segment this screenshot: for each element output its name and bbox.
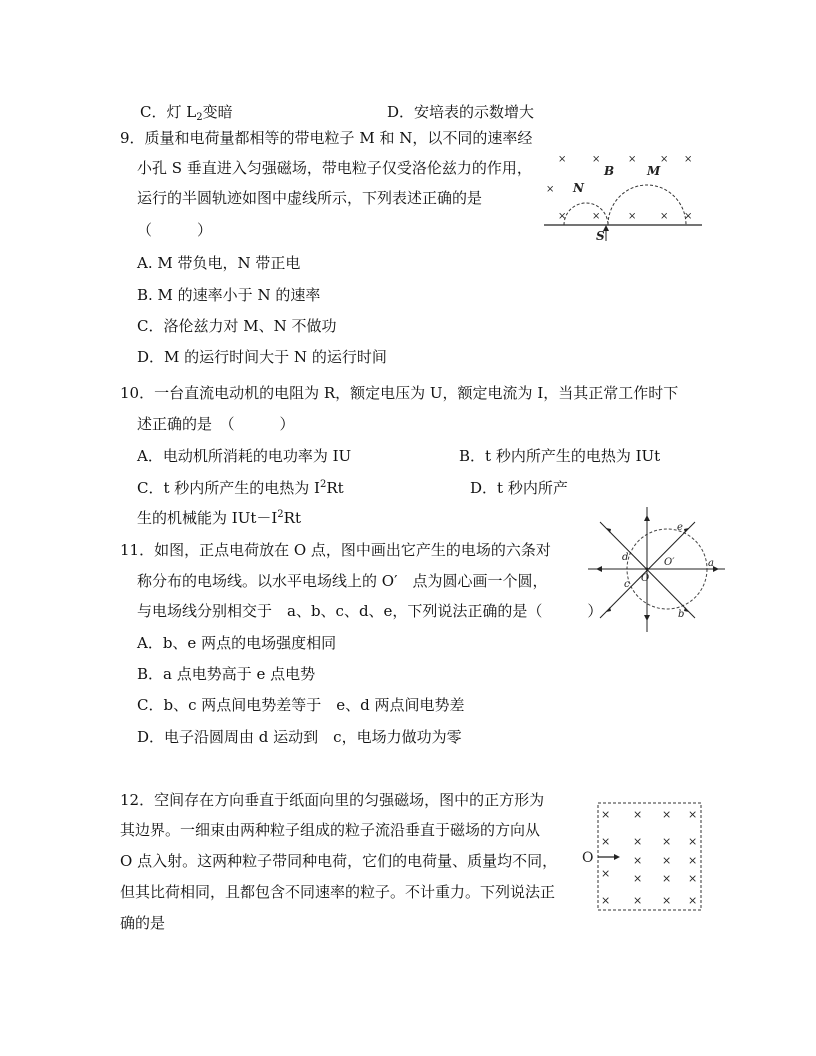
q10-option-c-post: Rt: [326, 479, 344, 497]
q8-option-c-pre: C．灯 L: [140, 103, 197, 121]
q9-label-N: N: [573, 181, 584, 195]
q12-cross: ×: [601, 867, 611, 880]
q11-option-d: D．电子沿圆周由 d 运动到 c，电场力做功为零: [137, 728, 462, 746]
q9-cross: ×: [684, 154, 693, 165]
q10-line-2: 述正确的是 （ ）: [137, 415, 295, 433]
q12-cross: ×: [633, 808, 643, 821]
q10-line-last-post: Rt: [283, 509, 301, 527]
q9-line-1: 9．质量和电荷量都相等的带电粒子 M 和 N，以不同的速率经: [120, 129, 533, 147]
q9-option-d: D．M 的运行时间大于 N 的运行时间: [137, 348, 387, 366]
q11-figure: [588, 505, 728, 635]
q9-cross: ×: [684, 211, 693, 222]
q9-cross: ×: [660, 211, 669, 222]
q12-cross: ×: [633, 872, 643, 885]
q9-cross: ×: [558, 154, 567, 165]
q12-cross: ×: [688, 835, 698, 848]
q11-arrow-left: [596, 566, 602, 572]
q11-label-a: a: [708, 558, 714, 569]
q9-trajectory-M: [608, 185, 686, 225]
q11-label-c: c: [624, 579, 630, 590]
q10-option-c-pre: C．t 秒内所产生的电热为 I: [137, 479, 320, 497]
q11-option-c: C．b、c 两点间电势差等于 e、d 两点间电势差: [137, 696, 465, 714]
q12-cross: ×: [601, 808, 611, 821]
q10-option-c: [137, 478, 344, 498]
q12-cross: ×: [633, 894, 643, 907]
q8-option-c-sub: 2: [196, 112, 203, 123]
q12-cross: ×: [662, 872, 672, 885]
q12-cross: ×: [601, 894, 611, 907]
q12-entry-arrowhead: [614, 854, 620, 860]
q12-cross: ×: [662, 835, 672, 848]
q9-line-2: 小孔 S 垂直进入匀强磁场，带电粒子仅受洛伦兹力的作用，: [137, 159, 532, 177]
q9-option-a: A. M 带负电，N 带正电: [137, 254, 301, 272]
q12-cross: ×: [633, 854, 643, 867]
q9-cross: ×: [558, 211, 567, 222]
q8-option-c: [140, 102, 233, 122]
q9-label-M: M: [647, 164, 661, 178]
q9-cross: ×: [546, 184, 555, 195]
q9-cross: ×: [628, 154, 637, 165]
q12-cross: ×: [688, 854, 698, 867]
q11-line-1: 11．如图，正点电荷放在 O 点，图中画出它产生的电场的六条对: [120, 541, 551, 559]
q10-option-d: D．t 秒内所产: [470, 479, 568, 497]
q9-line-4: （ ）: [137, 221, 213, 239]
q11-label-Oprime: O′: [664, 557, 675, 568]
q11-label-b: b: [678, 609, 685, 620]
q9-label-B: B: [604, 164, 615, 178]
q12-cross: ×: [662, 808, 672, 821]
q11-option-b: B．a 点电势高于 e 点电势: [137, 665, 316, 683]
q9-cross: ×: [628, 211, 637, 222]
q12-cross: ×: [688, 808, 698, 821]
q10-line-last: [137, 508, 301, 528]
q11-label-e: e: [677, 522, 683, 533]
q12-label-O: O: [582, 850, 594, 866]
q12-cross: ×: [688, 894, 698, 907]
q9-trajectory-N: [564, 203, 608, 225]
q9-label-S: S: [596, 229, 605, 243]
q9-cross: ×: [660, 154, 669, 165]
q12-cross: ×: [662, 854, 672, 867]
q10-option-c-sup: 2: [319, 479, 327, 490]
q12-cross: ×: [633, 835, 643, 848]
q9-line-3: 运行的半圆轨迹如图中虚线所示，下列表述正确的是: [137, 189, 483, 207]
q11-arrow-down: [644, 615, 650, 621]
q11-arrow-up: [644, 515, 650, 521]
q10-line-last-sup: 2: [277, 509, 284, 520]
q11-option-a: A．b、e 两点的电场强度相同: [137, 634, 337, 652]
q8-option-d: D．安培表的示数增大: [387, 103, 535, 121]
q12-cross: ×: [688, 872, 698, 885]
q11-line-3: 与电场线分别相交于 a、b、c、d、e，下列说法正确的是（ ）: [137, 602, 603, 620]
q12-line-5: 确的是: [120, 914, 166, 932]
q11-point-O: [646, 568, 649, 571]
q12-line-1: 12．空间存在方向垂直于纸面向里的匀强磁场，图中的正方形为: [120, 791, 545, 809]
q12-line-3: O 点入射。这两种粒子带同种电荷，它们的电荷量、质量均不同，: [120, 852, 558, 870]
q9-cross: ×: [592, 211, 601, 222]
q10-option-b: B．t 秒内所产生的电热为 IUt: [459, 447, 661, 465]
q12-line-2: 其边界。一细束由两种粒子组成的粒子流沿垂直于磁场的方向从: [120, 821, 541, 839]
q11-label-O: O: [641, 573, 650, 584]
q12-cross: ×: [662, 894, 672, 907]
q8-option-c-post: 变暗: [202, 103, 233, 121]
q9-cross: ×: [592, 154, 601, 165]
q9-option-c: C．洛伦兹力对 M、N 不做功: [137, 317, 337, 335]
q10-line-1: 10．一台直流电动机的电阻为 R，额定电压为 U，额定电流为 I，当其正常工作时下: [120, 384, 679, 402]
q11-label-d: d: [622, 552, 629, 563]
q11-line-2: 称分布的电场线。以水平电场线上的 O′ 点为圆心画一个圆，: [137, 572, 548, 590]
q12-cross: ×: [601, 835, 611, 848]
q10-option-a: A．电动机所消耗的电功率为 IU: [137, 447, 352, 465]
q12-line-4: 但其比荷相同，且都包含不同速率的粒子。不计重力。下列说法正: [120, 883, 556, 901]
q9-figure: [544, 152, 704, 242]
q10-line-last-pre: 生的机械能为 IUt－I: [137, 509, 278, 527]
q9-option-b: B. M 的速率小于 N 的速率: [137, 286, 321, 304]
q12-figure: [580, 800, 710, 920]
